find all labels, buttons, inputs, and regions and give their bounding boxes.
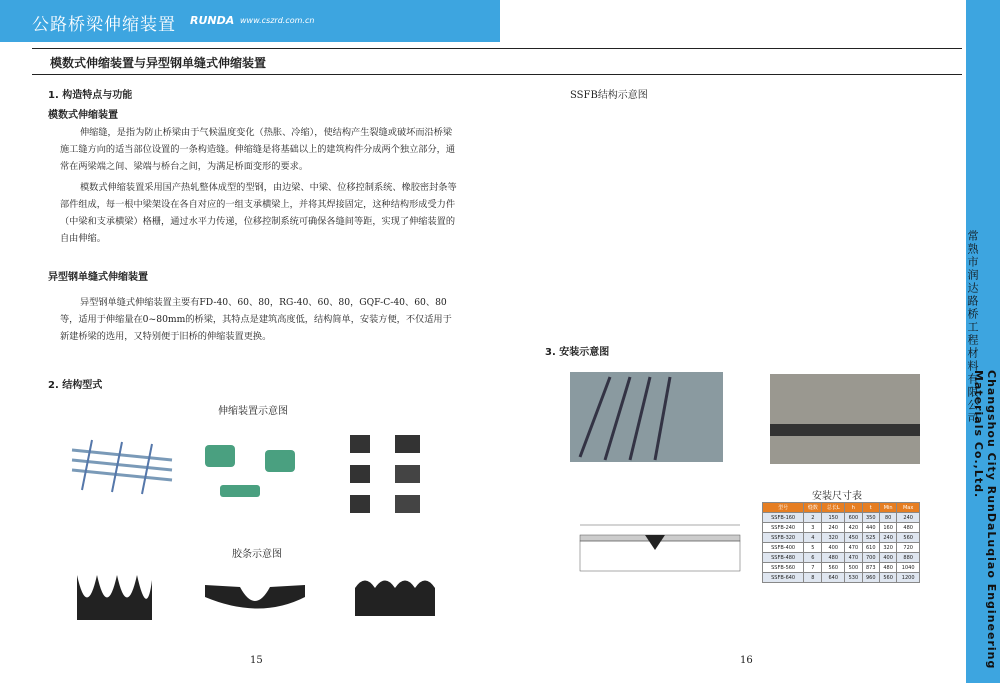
table-cell: 600 (845, 513, 862, 523)
header-url: www.cszrd.com.cn (240, 16, 315, 25)
page-title: 模数式伸缩装置与异型钢单缝式伸缩装置 (50, 56, 267, 70)
table-cell: 420 (845, 523, 862, 533)
table-cell: 500 (845, 563, 862, 573)
table-cell: SSFB-560 (763, 563, 804, 573)
table-cell: 5 (804, 543, 822, 553)
table-cell: 350 (862, 513, 879, 523)
table-cell: 480 (822, 553, 845, 563)
table-cell: 470 (845, 553, 862, 563)
table-row (763, 533, 920, 543)
figure-caption: 胶条示意图 (232, 549, 282, 560)
table-cell: 400 (879, 553, 896, 563)
table-cell: 80 (879, 513, 896, 523)
table-cell: 640 (822, 573, 845, 583)
table-cell: 440 (862, 523, 879, 533)
page-number: 16 (740, 655, 753, 666)
page-number: 15 (250, 655, 263, 666)
section-heading: 1. 构造特点与功能 (48, 90, 133, 101)
figure-caption: SSFB结构示意图 (570, 90, 648, 101)
table-cell: 700 (862, 553, 879, 563)
table-header: 型号 (763, 503, 804, 513)
table-cell: 530 (845, 573, 862, 583)
expansion-parts-photo (195, 435, 305, 510)
table-cell: 873 (862, 563, 879, 573)
table-cell: 320 (822, 533, 845, 543)
company-name-en: Changshou City RunDaLuqiao Engineering Materials Co.,Ltd. (972, 370, 998, 670)
table-cell: 6 (804, 553, 822, 563)
section-heading: 2. 结构型式 (48, 380, 103, 391)
table-header: Max (897, 503, 920, 513)
figure-caption: 伸缩装置示意图 (218, 406, 288, 417)
header-band (0, 0, 500, 42)
table-cell: 480 (879, 563, 896, 573)
table-cell: 880 (897, 553, 920, 563)
installation-photo (570, 372, 723, 462)
table-cell: 160 (879, 523, 896, 533)
table-cell: 2 (804, 513, 822, 523)
table-cell: 3 (804, 523, 822, 533)
rubber-strip-photo (200, 575, 310, 620)
table-cell: 8 (804, 573, 822, 583)
divider (32, 48, 962, 49)
dimension-table (762, 502, 920, 583)
installation-photo (770, 374, 920, 464)
table-row (763, 563, 920, 573)
table-cell: 240 (822, 523, 845, 533)
table-row (763, 553, 920, 563)
table-cell: 450 (845, 533, 862, 543)
table-cell: 1040 (897, 563, 920, 573)
paragraph: 异型钢单缝式伸缩装置主要有FD-40、60、80，RG-40、60、80，GQF-C-40、60、80等，适用于伸缩量在0~80mm的桥梁，其特点是建筑高度低，结构简单，安装方便，不仅适用于新建桥梁的选用，又特别便于旧桥的伸缩装置更换。 (60, 297, 452, 342)
table-row (763, 573, 920, 583)
table-cell: 240 (879, 533, 896, 543)
table-cell: 1200 (897, 573, 920, 583)
table-cell: SSFB-400 (763, 543, 804, 553)
table-row (763, 543, 920, 553)
divider (32, 74, 962, 75)
table-cell: 560 (879, 573, 896, 583)
table-header: h (845, 503, 862, 513)
table-cell: 470 (845, 543, 862, 553)
profile-steel-photo (345, 430, 435, 520)
table-row (763, 513, 920, 523)
table-row (763, 523, 920, 533)
table-cell: 960 (862, 573, 879, 583)
table-cell: SSFB-480 (763, 553, 804, 563)
brand-logo: RUNDA (190, 14, 235, 27)
table-cell: 720 (897, 543, 920, 553)
table-cell: 560 (897, 533, 920, 543)
table-header: 缝数 (804, 503, 822, 513)
installation-drawing (570, 505, 750, 595)
header-title: 公路桥梁伸缩装置 (32, 15, 176, 35)
table-header: Min (879, 503, 896, 513)
table-cell: 480 (897, 523, 920, 533)
table-cell: 610 (862, 543, 879, 553)
ssfb-structure-diagram (570, 105, 760, 310)
table-cell: 525 (862, 533, 879, 543)
table-cell: SSFB-640 (763, 573, 804, 583)
expansion-device-photo (62, 430, 182, 500)
table-cell: 150 (822, 513, 845, 523)
subsection-heading: 异型钢单缝式伸缩装置 (48, 272, 148, 283)
company-name-cn: 常熟市润达路桥工程材料有限公司 (966, 230, 979, 425)
rubber-strip-photo (72, 565, 157, 625)
table-cell: 320 (879, 543, 896, 553)
table-cell: 400 (822, 543, 845, 553)
table-cell: 4 (804, 533, 822, 543)
table-cell: 560 (822, 563, 845, 573)
table-header: t (862, 503, 879, 513)
paragraph: 模数式伸缩装置采用国产热轧整体成型的型钢，由边梁、中梁、位移控制系统、橡胶密封条等部件组成，每一根中梁架设在各自对应的一组支承横梁上，并将其焊接固定，这种结构形成受力件（中梁和支承横梁）格栅，通过水平力传递，位移控制系统可确保各缝间等距，实现了伸缩装置的自由伸缩。 (60, 182, 457, 244)
paragraph: 伸缩缝，是指为防止桥梁由于气候温度变化（热胀、冷缩），使结构产生裂缝或破坏而沿桥梁施工缝方向的适当部位设置的一条构造缝。伸缩缝是将基础以上的建筑构件分成两个独立部分，通常在两梁端之间、梁端与桥台之间，为满足桥面变形的要求。 (60, 127, 456, 172)
table-header: 总长L (822, 503, 845, 513)
table-cell: SSFB-320 (763, 533, 804, 543)
section-heading: 3. 安装示意图 (545, 347, 610, 358)
table-cell: 240 (897, 513, 920, 523)
table-cell: SSFB-160 (763, 513, 804, 523)
subsection-heading: 模数式伸缩装置 (48, 110, 118, 121)
table-cell: 7 (804, 563, 822, 573)
rubber-strip-photo (350, 568, 440, 623)
table-cell: SSFB-240 (763, 523, 804, 533)
table-caption: 安装尺寸表 (812, 491, 862, 502)
